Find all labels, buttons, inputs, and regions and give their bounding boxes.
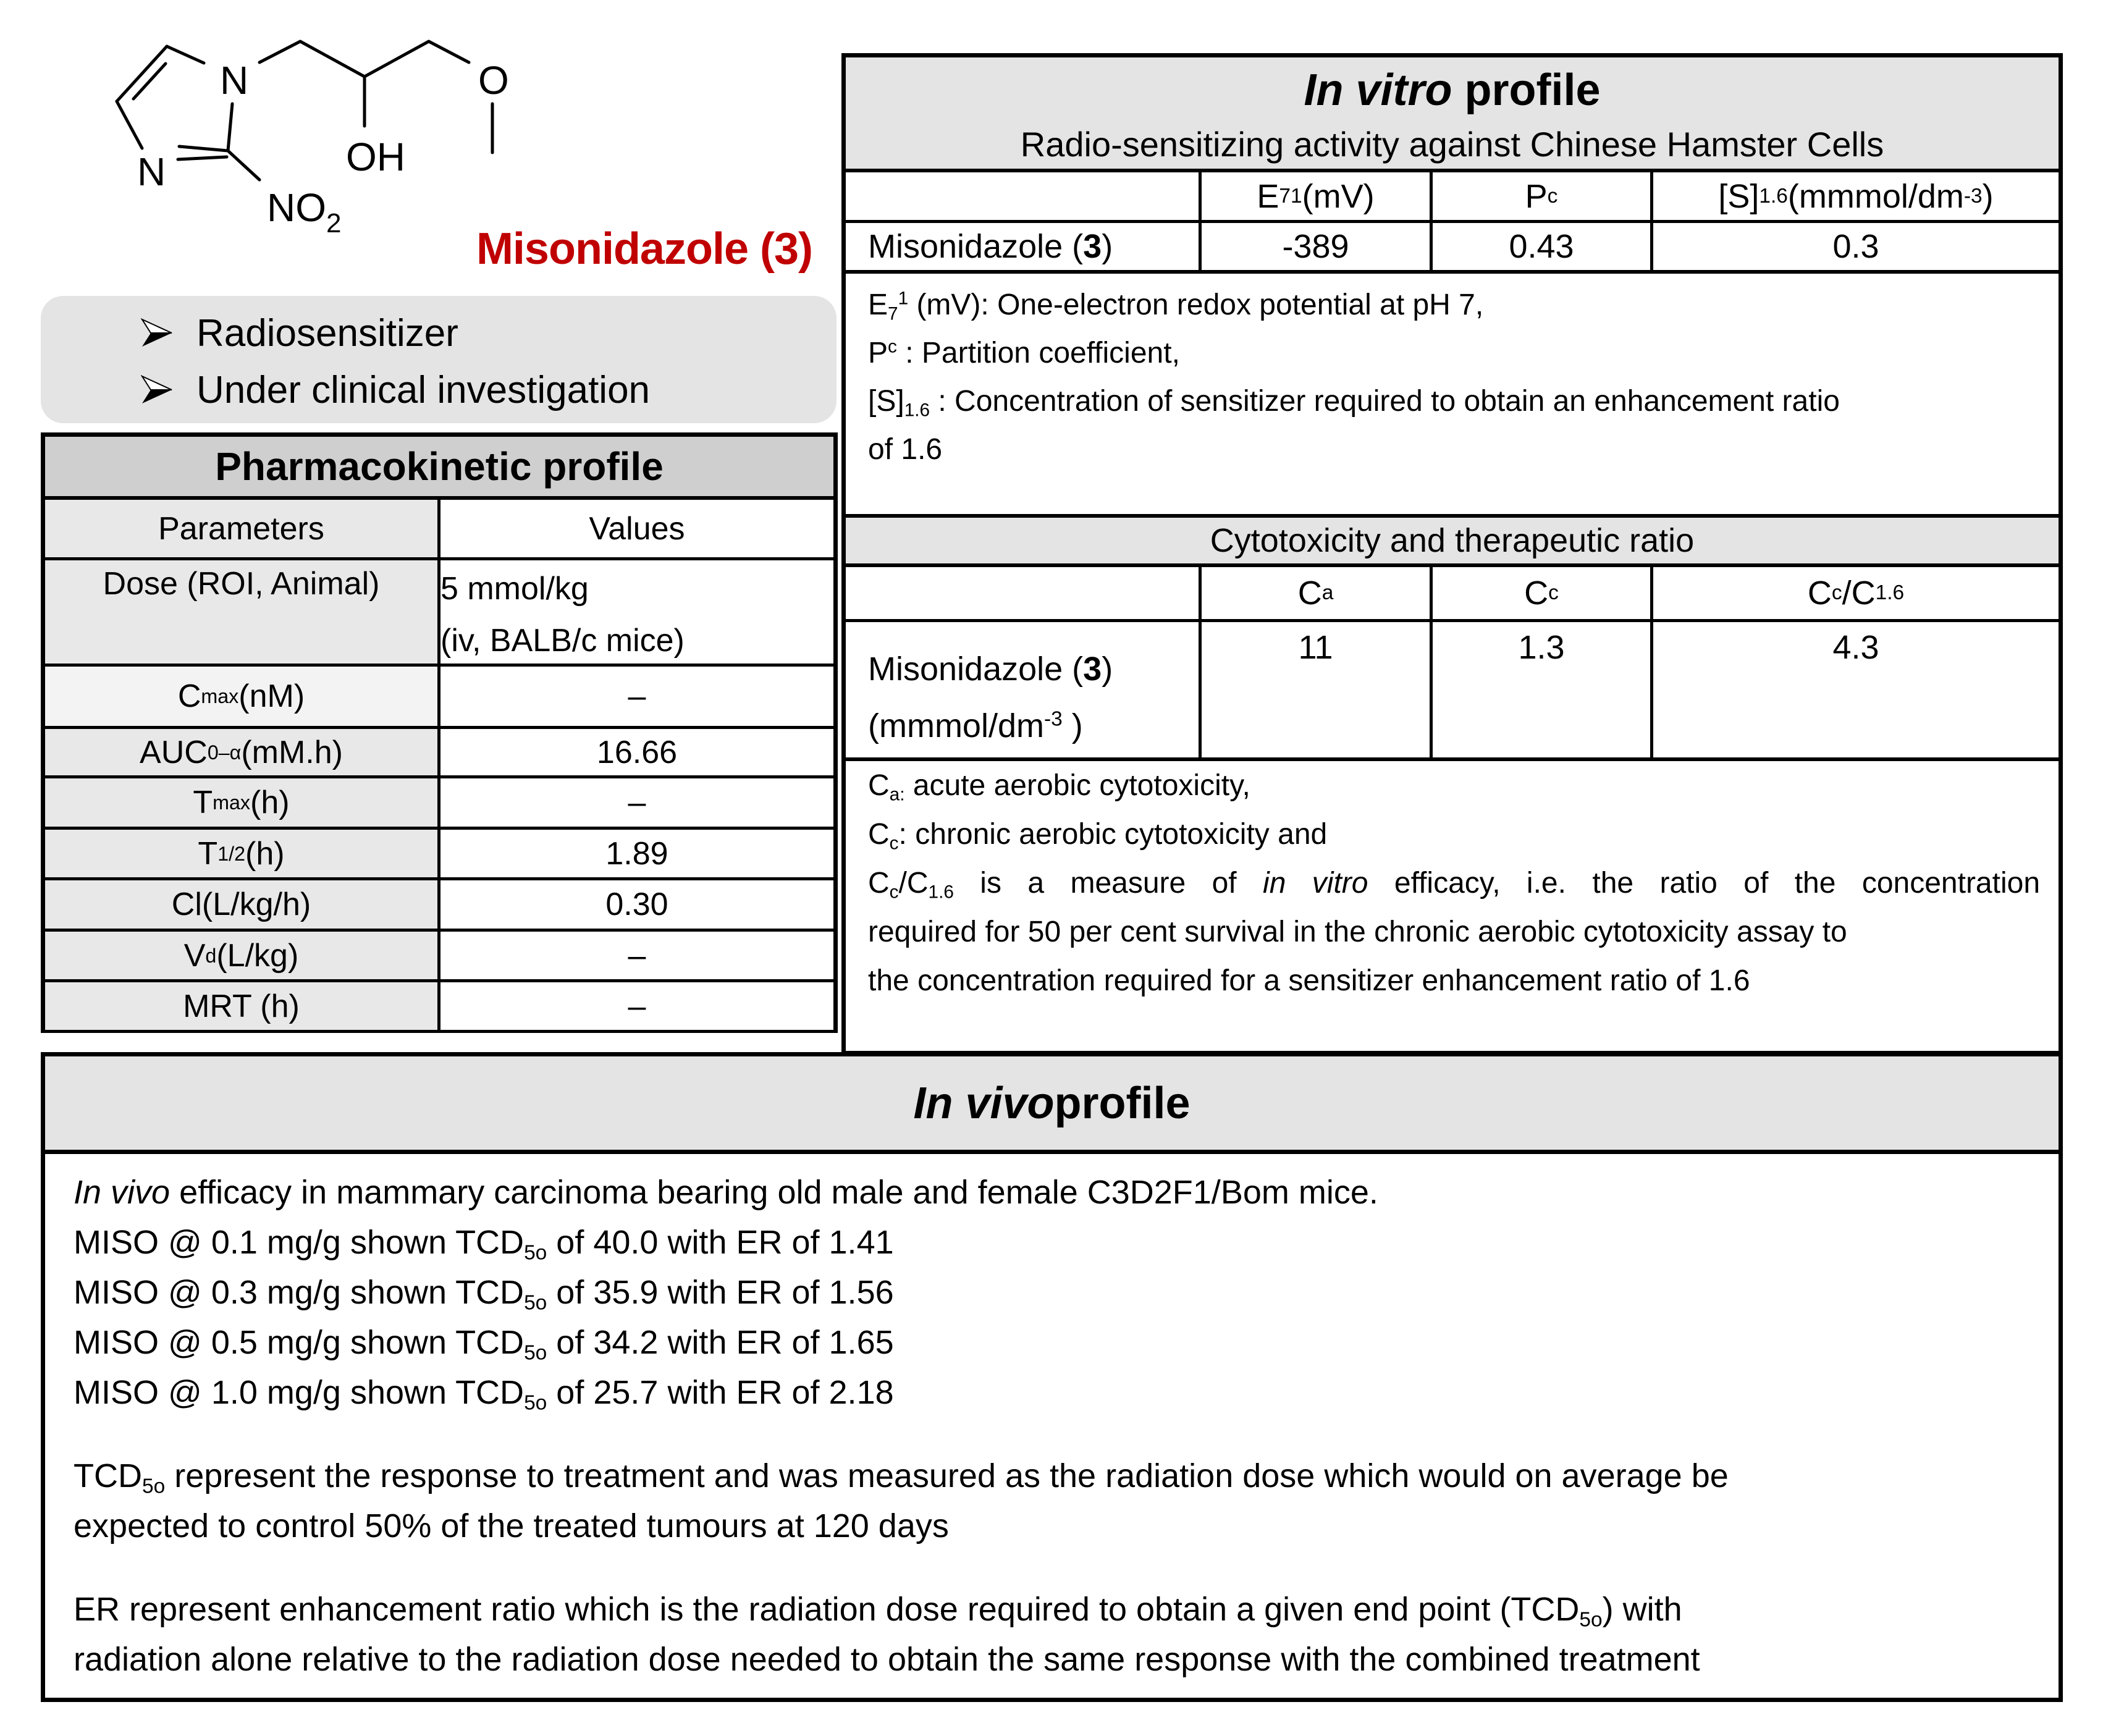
cyto-notes — [846, 761, 2059, 1005]
pk-column-header-values: Values — [440, 500, 833, 557]
note-s16: $[S]_{1.6}$ : Concentration of sensitizer required to obtain an enhancement ratio — [868, 385, 1840, 421]
misonidazole-structure — [93, 19, 537, 253]
compound-cell: Misonidazole ( 3 ) — [846, 223, 1202, 270]
chemical-structure-icon — [93, 19, 537, 253]
e7-value: -389 — [1202, 223, 1433, 270]
pk-param: C max (nM) — [45, 667, 440, 726]
note-pc: $P^c$ : Partition coefficient, — [868, 336, 1180, 369]
highlights-box — [41, 296, 837, 423]
er-definition: ER represent enhancement ratio which is the radiation dose required to obtain a given end point $(TCD_{5o})$ with — [74, 1591, 1682, 1632]
dose-result: MISO @ 0.3 mg/g shown $TCD_{5o}$ of 35.9 with ER of 1.56 — [74, 1274, 894, 1315]
in-vivo-body — [45, 1154, 2059, 1685]
pk-row-thalf — [45, 830, 833, 880]
in-vitro-header — [846, 57, 2059, 172]
pk-param: V d (L/kg) — [45, 932, 440, 979]
pk-value-line: 5 mmol/kg — [440, 570, 589, 607]
pk-value: – — [440, 667, 833, 726]
cytotoxicity-header: Cytotoxicity and therapeutic ratio — [846, 514, 2059, 567]
pk-value — [440, 560, 833, 664]
pk-value: 1.89 — [440, 830, 833, 877]
arrowhead-bullet-icon — [141, 375, 173, 405]
pc-value: 0.43 — [1433, 223, 1653, 270]
note-ca: $C_{a:}$ acute aerobic cytotoxicity, — [868, 769, 1250, 805]
er-definition-cont: radiation alone relative to the radiation dose needed to obtain the same response with the combined treatment — [74, 1641, 1700, 1678]
hydroxyl-label: OH — [346, 135, 405, 179]
note-e7: $E_7^1$ (mV): One-electron redox potential at pH 7, — [868, 288, 1484, 324]
in-vitro-profile-panel — [841, 53, 2063, 1055]
pharmacokinetic-table — [41, 432, 838, 1033]
note-ratio: $C_c/C_{1.6}$ is a measure of in vitro efficacy, i.e. the ratio of the concentration — [868, 867, 2041, 903]
pk-row-tmax — [45, 778, 833, 830]
pk-row-mrt — [45, 982, 833, 1030]
radio-header-pc: P c — [1433, 172, 1653, 220]
in-vivo-intro: In vivo efficacy in mammary carcinoma bearing old male and female C3D2F1/Bom mice. — [74, 1174, 1378, 1211]
compound-cell — [846, 622, 1202, 757]
pk-value: 0.30 — [440, 880, 833, 929]
nitro-label: $NO_2$ — [267, 185, 342, 238]
highlight-item — [41, 305, 837, 361]
pk-param: T 1/2 (h) — [45, 830, 440, 877]
in-vivo-title: In vivo profile — [45, 1056, 2059, 1154]
ether-oxygen-label: O — [478, 58, 509, 103]
ratio-value: 4.3 — [1832, 629, 1879, 666]
pk-value: – — [440, 778, 833, 827]
radio-header-blank — [846, 172, 1202, 220]
pk-param: Cl(L/kg/h) — [45, 880, 440, 929]
radio-header-s16: [S] 1.6 (mmmol/dm -3 ) — [1718, 177, 1994, 215]
compound-name: Misonidazole (3) — [868, 650, 1113, 688]
cyto-table-header-row — [846, 567, 2059, 622]
n3-label: N — [137, 150, 166, 194]
pk-row-clearance — [45, 880, 833, 932]
pk-value: – — [440, 932, 833, 979]
arrowhead-bullet-icon — [141, 318, 173, 348]
note-cc: $C_c$: chronic aerobic cytotoxicity and — [868, 818, 1328, 854]
pk-column-header-parameters: Parameters — [45, 500, 440, 557]
pk-header-row — [45, 500, 833, 560]
highlight-item — [41, 361, 837, 418]
ca-value: 11 — [1202, 622, 1433, 757]
pk-row-dose — [45, 560, 833, 667]
compound-title: Misonidazole (3) — [476, 224, 812, 274]
pk-value-line: (iv, BALB/c mice) — [440, 622, 685, 659]
highlight-text: Under clinical investigation — [196, 368, 651, 411]
pk-row-cmax — [45, 667, 833, 729]
dose-result: MISO @ 0.5 mg/g shown $TCD_{5o}$ of 34.2 with ER of 1.65 — [74, 1324, 894, 1365]
in-vitro-subtitle: Radio-sensitizing activity against Chinese Hamster Cells — [1020, 125, 1884, 164]
note-ratio-line2: required for 50 per cent survival in the chronic aerobic cytotoxicity assay to — [868, 916, 1847, 948]
radio-header-e7: E 7 1 (mV) — [1202, 172, 1433, 220]
compound-unit: ($mmmol/dm^{-3}$ ) — [868, 707, 1083, 744]
cc-value: 1.3 — [1433, 622, 1653, 757]
note-s16-cont: of 1.6 — [868, 433, 943, 466]
cyto-header-blank — [846, 567, 1202, 619]
highlight-text: Radiosensitizer — [196, 311, 458, 355]
pk-param: T max (h) — [45, 778, 440, 827]
cyto-header-ca: C a — [1202, 567, 1433, 619]
pk-param: MRT (h) — [45, 982, 440, 1030]
radio-table-header-row — [846, 172, 2059, 223]
in-vitro-title: In vitro profile — [1304, 65, 1601, 115]
radio-notes — [846, 274, 2059, 514]
cyto-header-cc: C c — [1433, 567, 1653, 619]
pk-row-auc — [45, 729, 833, 778]
tcd50-definition-cont: expected to control 50% of the treated tumours at 120 days — [74, 1507, 949, 1544]
pk-value: – — [440, 982, 833, 1030]
cyto-table-row — [846, 622, 2059, 761]
n1-label: N — [220, 58, 249, 103]
pk-value: 16.66 — [440, 729, 833, 775]
s16-value: 0.3 — [1832, 228, 1879, 265]
in-vivo-profile-panel — [41, 1052, 2063, 1702]
note-ratio-line3: the concentration required for a sensitizer enhancement ratio of 1.6 — [868, 964, 1750, 997]
dose-result: MISO @ 0.1 mg/g shown $TCD_{5o}$ of 40.0 with ER of 1.41 — [74, 1224, 894, 1265]
pk-row-vd — [45, 932, 833, 982]
radio-table-row — [846, 223, 2059, 274]
pk-param: AUC 0–α (mM.h) — [45, 729, 440, 775]
tcd50-definition: $TCD_{5o}$ represent the response to treatment and was measured as the radiation dose which would on average be — [74, 1457, 1729, 1498]
dose-result: MISO @ 1.0 mg/g shown $TCD_{5o}$ of 25.7 with ER of 2.18 — [74, 1374, 894, 1415]
pk-table-title: Pharmacokinetic profile — [45, 437, 833, 500]
pk-param: Dose (ROI, Animal) — [45, 560, 440, 664]
cyto-header-ratio: C c /C 1.6 — [1807, 575, 1905, 612]
